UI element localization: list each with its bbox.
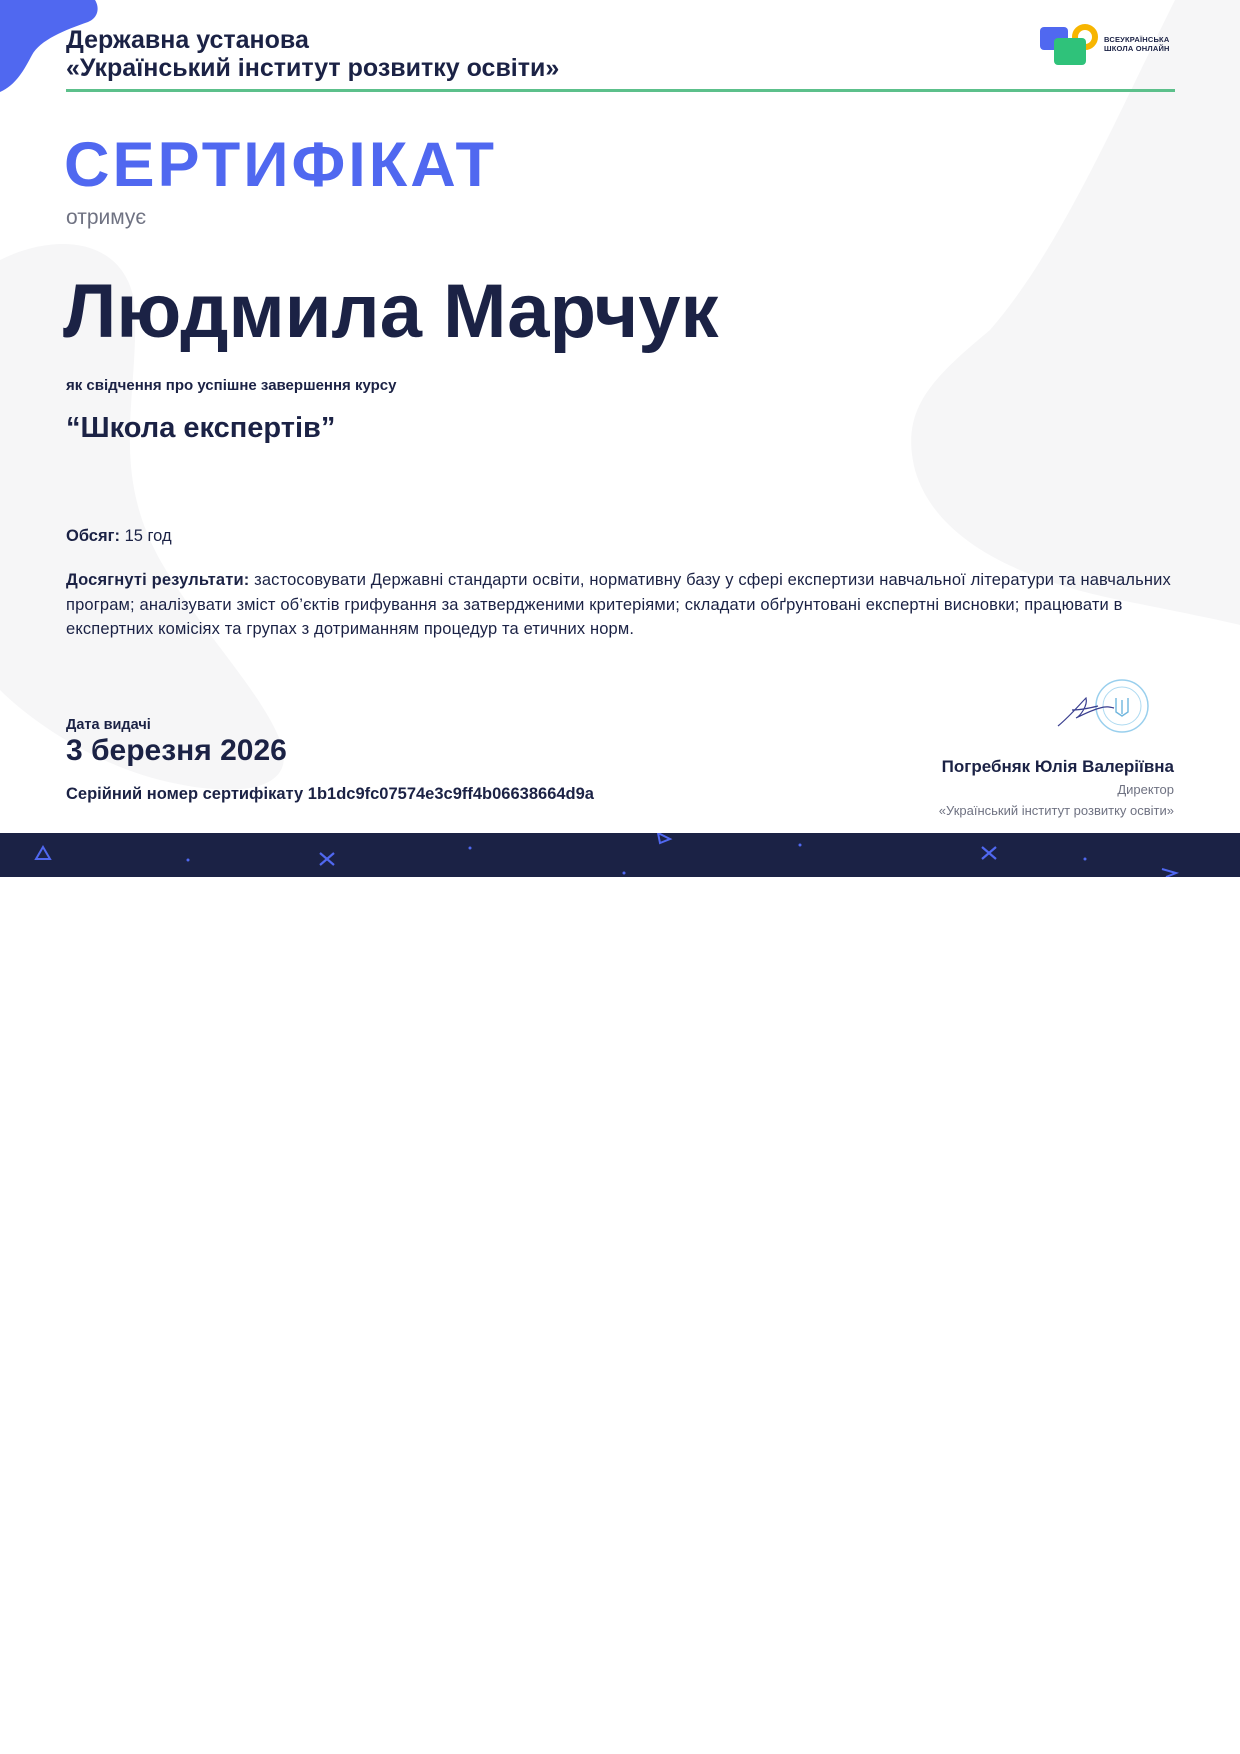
logo-text (1104, 35, 1170, 53)
logo-text-line-2: ШКОЛА ОНЛАЙН (1104, 44, 1170, 53)
signer-organization: «Український інститут розвитку освіти» (938, 803, 1174, 818)
signature-with-stamp-icon (1050, 676, 1160, 736)
logo-text-line-1: ВСЕУКРАЇНСЬКА (1104, 35, 1170, 44)
organization-title (66, 26, 559, 82)
results-text: застосовувати Державні стандарти освіти, нормативну базу у сфері експертизи навчальної літератури та навчальних програм; аналізувати зміст об’єктів грифування за затвердженими критеріями; складати обґрунтовані експертні висновки; працювати в експертних комісіях та групах з дотриманням процедур та етичних норм. (66, 571, 1171, 638)
recipient-name: Людмила Марчук (63, 269, 719, 354)
footer-triangle-icon-3 (1162, 869, 1176, 877)
course-intro: як свідчення про успішне завершення курсу (66, 377, 397, 394)
footer-dot-3 (623, 872, 626, 875)
serial-value: 1b1dc9fc07574e3c9ff4b06638664d9a (307, 785, 594, 803)
serial-label: Серійний номер сертифікату (66, 785, 304, 803)
signer-name: Погребняк Юлія Валеріївна (941, 757, 1174, 776)
organization-line-2: «Український інститут розвитку освіти» (66, 54, 560, 82)
footer-dot-2 (469, 847, 472, 850)
certificate-heading: СЕРТИФІКАТ (64, 130, 498, 200)
logo-green-square (1054, 38, 1086, 65)
footer-dot-4 (799, 844, 802, 847)
issue-date-label: Дата видачі (66, 717, 151, 733)
footer-dot-5 (1084, 858, 1087, 861)
footer-band (0, 833, 1240, 877)
course-volume (66, 527, 172, 546)
learning-results (66, 568, 1175, 642)
volume-value: 15 год (124, 527, 172, 545)
course-name: “Школа експертів” (66, 412, 336, 444)
footer-decorations (0, 833, 1240, 877)
receives-label: отримує (66, 206, 147, 229)
signature-stroke (1058, 698, 1114, 726)
footer-cross-icon (320, 853, 334, 865)
footer-dot (187, 859, 190, 862)
results-label: Досягнуті результати: (66, 571, 250, 589)
header-divider (66, 89, 1175, 92)
serial-number (66, 785, 594, 804)
footer-triangle-icon (36, 847, 50, 859)
footer-cross-icon-2 (982, 847, 996, 859)
organization-line-1: Державна установа (66, 26, 309, 54)
background-blob-right (911, 0, 1240, 625)
issue-date: 3 березня 2026 (66, 734, 287, 767)
footer-triangle-icon-2 (658, 833, 670, 843)
signer-role: Директор (1117, 782, 1174, 797)
stamp-trident (1116, 698, 1128, 716)
volume-label: Обсяг: (66, 527, 120, 545)
